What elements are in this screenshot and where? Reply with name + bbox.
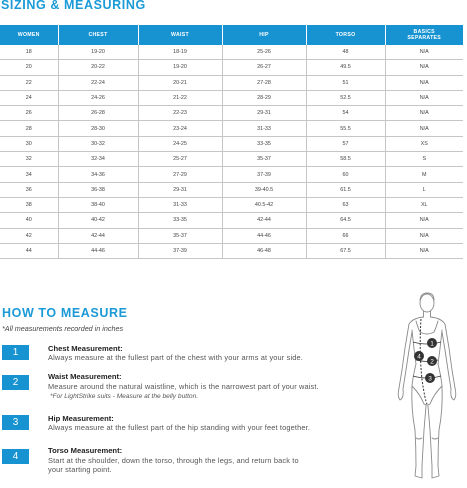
cell-basics: N/A xyxy=(385,121,463,136)
cell-chest: 34-36 xyxy=(58,167,138,182)
step-number: 2 xyxy=(2,375,29,390)
how-to-measure-title: HOW TO MEASURE xyxy=(2,306,128,320)
cell-chest: 19-20 xyxy=(58,45,138,60)
cell-waist: 20-21 xyxy=(138,75,222,90)
cell-hip: 37-39 xyxy=(222,167,306,182)
header-waist: WAIST xyxy=(138,25,222,45)
cell-basics: L xyxy=(385,182,463,197)
cell-torso: 49.5 xyxy=(306,60,385,75)
cell-chest: 20-22 xyxy=(58,60,138,75)
header-hip: HIP xyxy=(222,25,306,45)
size-row xyxy=(0,90,463,105)
size-row xyxy=(0,213,463,228)
size-row xyxy=(0,197,463,212)
cell-basics: S xyxy=(385,152,463,167)
cell-torso: 60 xyxy=(306,167,385,182)
step-description: Start at the shoulder, down the torso, through the legs, and return back to xyxy=(48,456,299,465)
header-basics-separates: BASICS SEPARATES xyxy=(385,25,463,45)
cell-chest: 22-24 xyxy=(58,75,138,90)
cell-women: 42 xyxy=(0,228,58,243)
cell-waist: 31-33 xyxy=(138,197,222,212)
size-chart-table xyxy=(0,25,463,259)
cell-hip: 46-48 xyxy=(222,243,306,258)
cell-women: 18 xyxy=(0,45,58,60)
cell-hip: 31-33 xyxy=(222,121,306,136)
svg-text:2: 2 xyxy=(430,358,434,366)
cell-waist: 22-23 xyxy=(138,106,222,121)
cell-waist: 23-24 xyxy=(138,121,222,136)
svg-text:4: 4 xyxy=(417,353,421,361)
header-chest: CHEST xyxy=(58,25,138,45)
cell-basics: N/A xyxy=(385,243,463,258)
cell-hip: 28-29 xyxy=(222,90,306,105)
cell-basics: XS xyxy=(385,136,463,151)
step-description: Measure around the natural waistline, which is the narrowest part of your waist. xyxy=(48,382,319,391)
cell-basics: M xyxy=(385,167,463,182)
table-header-row xyxy=(0,25,463,45)
header-women: WOMEN xyxy=(0,25,58,45)
header-torso: TORSO xyxy=(306,25,385,45)
step-number: 3 xyxy=(2,415,29,430)
cell-torso: 66 xyxy=(306,228,385,243)
step-description: Always measure at the fullest part of the chest with your arms at your side. xyxy=(48,353,303,362)
cell-women: 44 xyxy=(0,243,58,258)
cell-waist: 24-25 xyxy=(138,136,222,151)
cell-torso: 48 xyxy=(306,45,385,60)
cell-basics: N/A xyxy=(385,213,463,228)
cell-hip: 33-35 xyxy=(222,136,306,151)
step-number: 1 xyxy=(2,345,29,360)
cell-torso: 52.5 xyxy=(306,90,385,105)
cell-women: 38 xyxy=(0,197,58,212)
cell-hip: 42-44 xyxy=(222,213,306,228)
cell-women: 28 xyxy=(0,121,58,136)
cell-basics: N/A xyxy=(385,106,463,121)
cell-waist: 37-39 xyxy=(138,243,222,258)
cell-waist: 25-27 xyxy=(138,152,222,167)
size-row xyxy=(0,182,463,197)
cell-basics: N/A xyxy=(385,45,463,60)
step-title: Waist Measurement: xyxy=(48,372,122,381)
cell-chest: 32-34 xyxy=(58,152,138,167)
svg-text:3: 3 xyxy=(428,375,432,383)
cell-waist: 35-37 xyxy=(138,228,222,243)
step-number: 4 xyxy=(2,449,29,464)
cell-waist: 21-22 xyxy=(138,90,222,105)
cell-hip: 39-40.5 xyxy=(222,182,306,197)
cell-basics: N/A xyxy=(385,60,463,75)
cell-hip: 29-31 xyxy=(222,106,306,121)
cell-basics: N/A xyxy=(385,90,463,105)
cell-women: 36 xyxy=(0,182,58,197)
step-note: *For LightStrike suits - Measure at the belly button. xyxy=(50,393,199,400)
step-description-cont: your starting point. xyxy=(48,465,112,474)
size-row xyxy=(0,228,463,243)
cell-chest: 24-26 xyxy=(58,90,138,105)
cell-chest: 42-44 xyxy=(58,228,138,243)
svg-text:1: 1 xyxy=(430,340,434,348)
cell-hip: 40.5-42 xyxy=(222,197,306,212)
cell-torso: 55.5 xyxy=(306,121,385,136)
size-row xyxy=(0,60,463,75)
sizing-title: SIZING & MEASURING xyxy=(1,0,146,12)
cell-hip: 35-37 xyxy=(222,152,306,167)
cell-women: 26 xyxy=(0,106,58,121)
cell-torso: 61.5 xyxy=(306,182,385,197)
cell-waist: 18-19 xyxy=(138,45,222,60)
size-row xyxy=(0,136,463,151)
cell-hip: 25-26 xyxy=(222,45,306,60)
cell-chest: 30-32 xyxy=(58,136,138,151)
cell-torso: 64.5 xyxy=(306,213,385,228)
cell-basics: N/A xyxy=(385,228,463,243)
cell-basics: N/A xyxy=(385,75,463,90)
cell-hip: 26-27 xyxy=(222,60,306,75)
step-description: Always measure at the fullest part of the hip standing with your feet together. xyxy=(48,423,311,432)
cell-chest: 40-42 xyxy=(58,213,138,228)
size-row xyxy=(0,152,463,167)
step-title: Torso Measurement: xyxy=(48,446,123,455)
step-title: Hip Measurement: xyxy=(48,414,114,423)
cell-chest: 36-38 xyxy=(58,182,138,197)
cell-torso: 54 xyxy=(306,106,385,121)
inches-note: *All measurements recorded in inches xyxy=(2,324,124,333)
cell-women: 24 xyxy=(0,90,58,105)
cell-chest: 38-40 xyxy=(58,197,138,212)
cell-chest: 26-28 xyxy=(58,106,138,121)
cell-torso: 51 xyxy=(306,75,385,90)
size-row xyxy=(0,121,463,136)
figure-marker-3 xyxy=(425,373,435,383)
cell-chest: 28-30 xyxy=(58,121,138,136)
figure-marker-2 xyxy=(427,356,437,366)
size-row xyxy=(0,243,463,258)
figure-marker-1 xyxy=(427,338,437,348)
body-figure-illustration xyxy=(388,290,466,486)
cell-women: 34 xyxy=(0,167,58,182)
cell-torso: 63 xyxy=(306,197,385,212)
cell-waist: 29-31 xyxy=(138,182,222,197)
cell-women: 30 xyxy=(0,136,58,151)
cell-chest: 44-46 xyxy=(58,243,138,258)
cell-women: 22 xyxy=(0,75,58,90)
step-title: Chest Measurement: xyxy=(48,344,123,353)
cell-torso: 58.5 xyxy=(306,152,385,167)
cell-waist: 27-29 xyxy=(138,167,222,182)
size-row xyxy=(0,45,463,60)
cell-women: 20 xyxy=(0,60,58,75)
cell-women: 40 xyxy=(0,213,58,228)
size-row xyxy=(0,106,463,121)
cell-torso: 57 xyxy=(306,136,385,151)
figure-marker-4 xyxy=(414,351,424,361)
cell-torso: 67.5 xyxy=(306,243,385,258)
size-row xyxy=(0,75,463,90)
cell-waist: 19-20 xyxy=(138,60,222,75)
size-row xyxy=(0,167,463,182)
cell-waist: 33-35 xyxy=(138,213,222,228)
cell-hip: 44-46 xyxy=(222,228,306,243)
cell-women: 32 xyxy=(0,152,58,167)
cell-hip: 27-28 xyxy=(222,75,306,90)
cell-basics: XL xyxy=(385,197,463,212)
